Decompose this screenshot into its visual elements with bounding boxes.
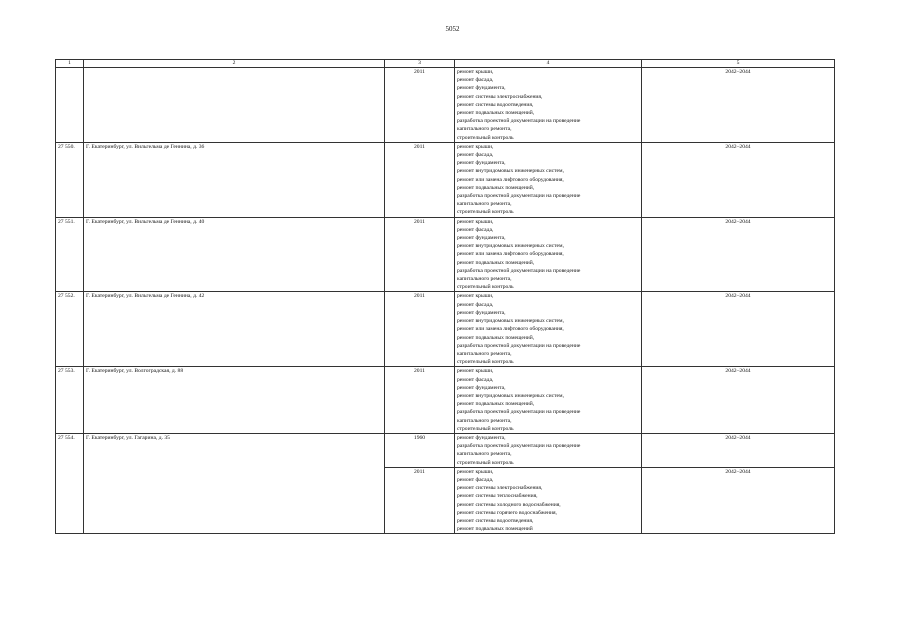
work-item: капитального ремонта, [457, 350, 512, 357]
work-item: ремонт фасада, [457, 226, 494, 233]
work-item: строительный контроль [457, 209, 514, 216]
work-item: ремонт внутридомовых инженерных систем, [457, 243, 564, 250]
period-cell: 2042–2044 [642, 367, 835, 434]
work-item: ремонт фасада, [457, 77, 494, 84]
work-item: разработка проектной документации на проведение [457, 342, 581, 349]
works-list [455, 68, 642, 143]
work-item: ремонт подвальных помещений, [457, 401, 535, 408]
work-item: ремонт внутридомовых инженерных систем, [457, 168, 564, 175]
works-list [455, 142, 642, 217]
work-item: ремонт фундамента, [457, 160, 506, 167]
work-item: разработка проектной документации на проведение [457, 267, 581, 274]
works-list [455, 217, 642, 292]
work-item: разработка проектной документации на проведение [457, 193, 581, 200]
record-number [56, 68, 84, 143]
table-row [56, 367, 835, 434]
work-item: ремонт крыши, [457, 468, 494, 475]
work-item: ремонт внутридомовых инженерных систем, [457, 392, 564, 399]
year-cell: 2011 [385, 367, 455, 434]
work-item: ремонт фасада, [457, 152, 494, 159]
year-cell: 2011 [385, 217, 455, 292]
record-number: 27 554. [56, 433, 84, 533]
header-row [56, 60, 835, 68]
work-item: ремонт фундамента, [457, 384, 506, 391]
work-item: разработка проектной документации на проведение [457, 409, 581, 416]
work-item: ремонт фундамента, [457, 309, 506, 316]
work-item: строительный контроль [457, 134, 514, 141]
work-item: разработка проектной документации на проведение [457, 443, 581, 450]
works-list [455, 433, 642, 467]
table-row [56, 142, 835, 217]
work-item: ремонт подвальных помещений, [457, 259, 535, 266]
period-cell: 2042–2044 [642, 433, 835, 467]
work-item: ремонт системы водоотведения, [457, 101, 534, 108]
work-item: ремонт системы горячего водоснабжения, [457, 509, 557, 516]
work-item: ремонт фундамента, [457, 235, 506, 242]
building-address: Г. Екатеринбург, ул. Гагарина, д. 35 [84, 433, 385, 533]
table-row [56, 433, 835, 467]
work-item: ремонт крыши, [457, 218, 494, 225]
building-address: Г. Екатеринбург, ул. Вильгельма де Геннина, д. 42 [84, 292, 385, 367]
work-item: ремонт фундамента, [457, 434, 506, 441]
work-item: ремонт фундамента, [457, 85, 506, 92]
work-item: капитального ремонта, [457, 451, 512, 458]
work-item: ремонт фасада, [457, 376, 494, 383]
repair-schedule-table [55, 59, 835, 534]
period-cell: 2042–2044 [642, 68, 835, 143]
work-item: капитального ремонта, [457, 126, 512, 133]
work-item: ремонт подвальных помещений, [457, 334, 535, 341]
work-item: строительный контроль [457, 284, 514, 291]
col-header-works: 4 [455, 60, 642, 68]
work-item: ремонт или замена лифтового оборудования, [457, 251, 564, 258]
col-header-address: 2 [84, 60, 385, 68]
work-item: ремонт крыши, [457, 293, 494, 300]
work-item: ремонт системы холодного водоснабжения, [457, 501, 561, 508]
work-item: капитального ремонта, [457, 276, 512, 283]
work-item: строительный контроль [457, 425, 514, 432]
year-cell: 2011 [385, 68, 455, 143]
work-item: ремонт фасада, [457, 476, 494, 483]
work-item: ремонт внутридомовых инженерных систем, [457, 318, 564, 325]
period-cell: 2042–2044 [642, 467, 835, 534]
record-number: 27 553. [56, 367, 84, 434]
col-header-year: 3 [385, 60, 455, 68]
work-item: ремонт подвальных помещений, [457, 110, 535, 117]
work-item: ремонт подвальных помещений, [457, 184, 535, 191]
year-cell: 1960 [385, 433, 455, 467]
col-header-number: 1 [56, 60, 84, 68]
record-number: 27 552. [56, 292, 84, 367]
col-header-period: 5 [642, 60, 835, 68]
building-address: Г. Екатеринбург, ул. Волгоградская, д. 88 [84, 367, 385, 434]
work-item: ремонт или замена лифтового оборудования, [457, 326, 564, 333]
period-cell: 2042–2044 [642, 292, 835, 367]
works-list [455, 367, 642, 434]
work-item: ремонт подвальных помещений [457, 526, 533, 533]
work-item: ремонт системы электроснабжения, [457, 93, 543, 100]
work-item: ремонт крыши, [457, 368, 494, 375]
year-cell: 2011 [385, 142, 455, 217]
work-item: капитального ремонта, [457, 417, 512, 424]
table-row [56, 292, 835, 367]
work-item: строительный контроль [457, 359, 514, 366]
work-item: ремонт системы водоотведения, [457, 517, 534, 524]
table-row [56, 217, 835, 292]
building-address: Г. Екатеринбург, ул. Вильгельма де Геннина, д. 40 [84, 217, 385, 292]
table-row [56, 68, 835, 143]
work-item: разработка проектной документации на проведение [457, 118, 581, 125]
work-item: ремонт системы электроснабжения, [457, 485, 543, 492]
record-number: 27 551. [56, 217, 84, 292]
work-item: ремонт крыши, [457, 69, 494, 75]
works-list [455, 467, 642, 534]
building-address [84, 68, 385, 143]
record-number: 27 550. [56, 142, 84, 217]
year-cell: 2011 [385, 292, 455, 367]
period-cell: 2042–2044 [642, 217, 835, 292]
work-item: ремонт системы теплоснабжения, [457, 493, 538, 500]
works-list [455, 292, 642, 367]
work-item: ремонт фасада, [457, 301, 494, 308]
table-body [56, 68, 835, 534]
year-cell: 2011 [385, 467, 455, 534]
work-item: ремонт крыши, [457, 143, 494, 150]
period-cell: 2042–2044 [642, 142, 835, 217]
building-address: Г. Екатеринбург, ул. Вильгельма де Геннина, д. 36 [84, 142, 385, 217]
work-item: капитального ремонта, [457, 201, 512, 208]
work-item: строительный контроль [457, 459, 514, 466]
page-number: 5052 [445, 25, 460, 33]
work-item: ремонт или замена лифтового оборудования, [457, 176, 564, 183]
